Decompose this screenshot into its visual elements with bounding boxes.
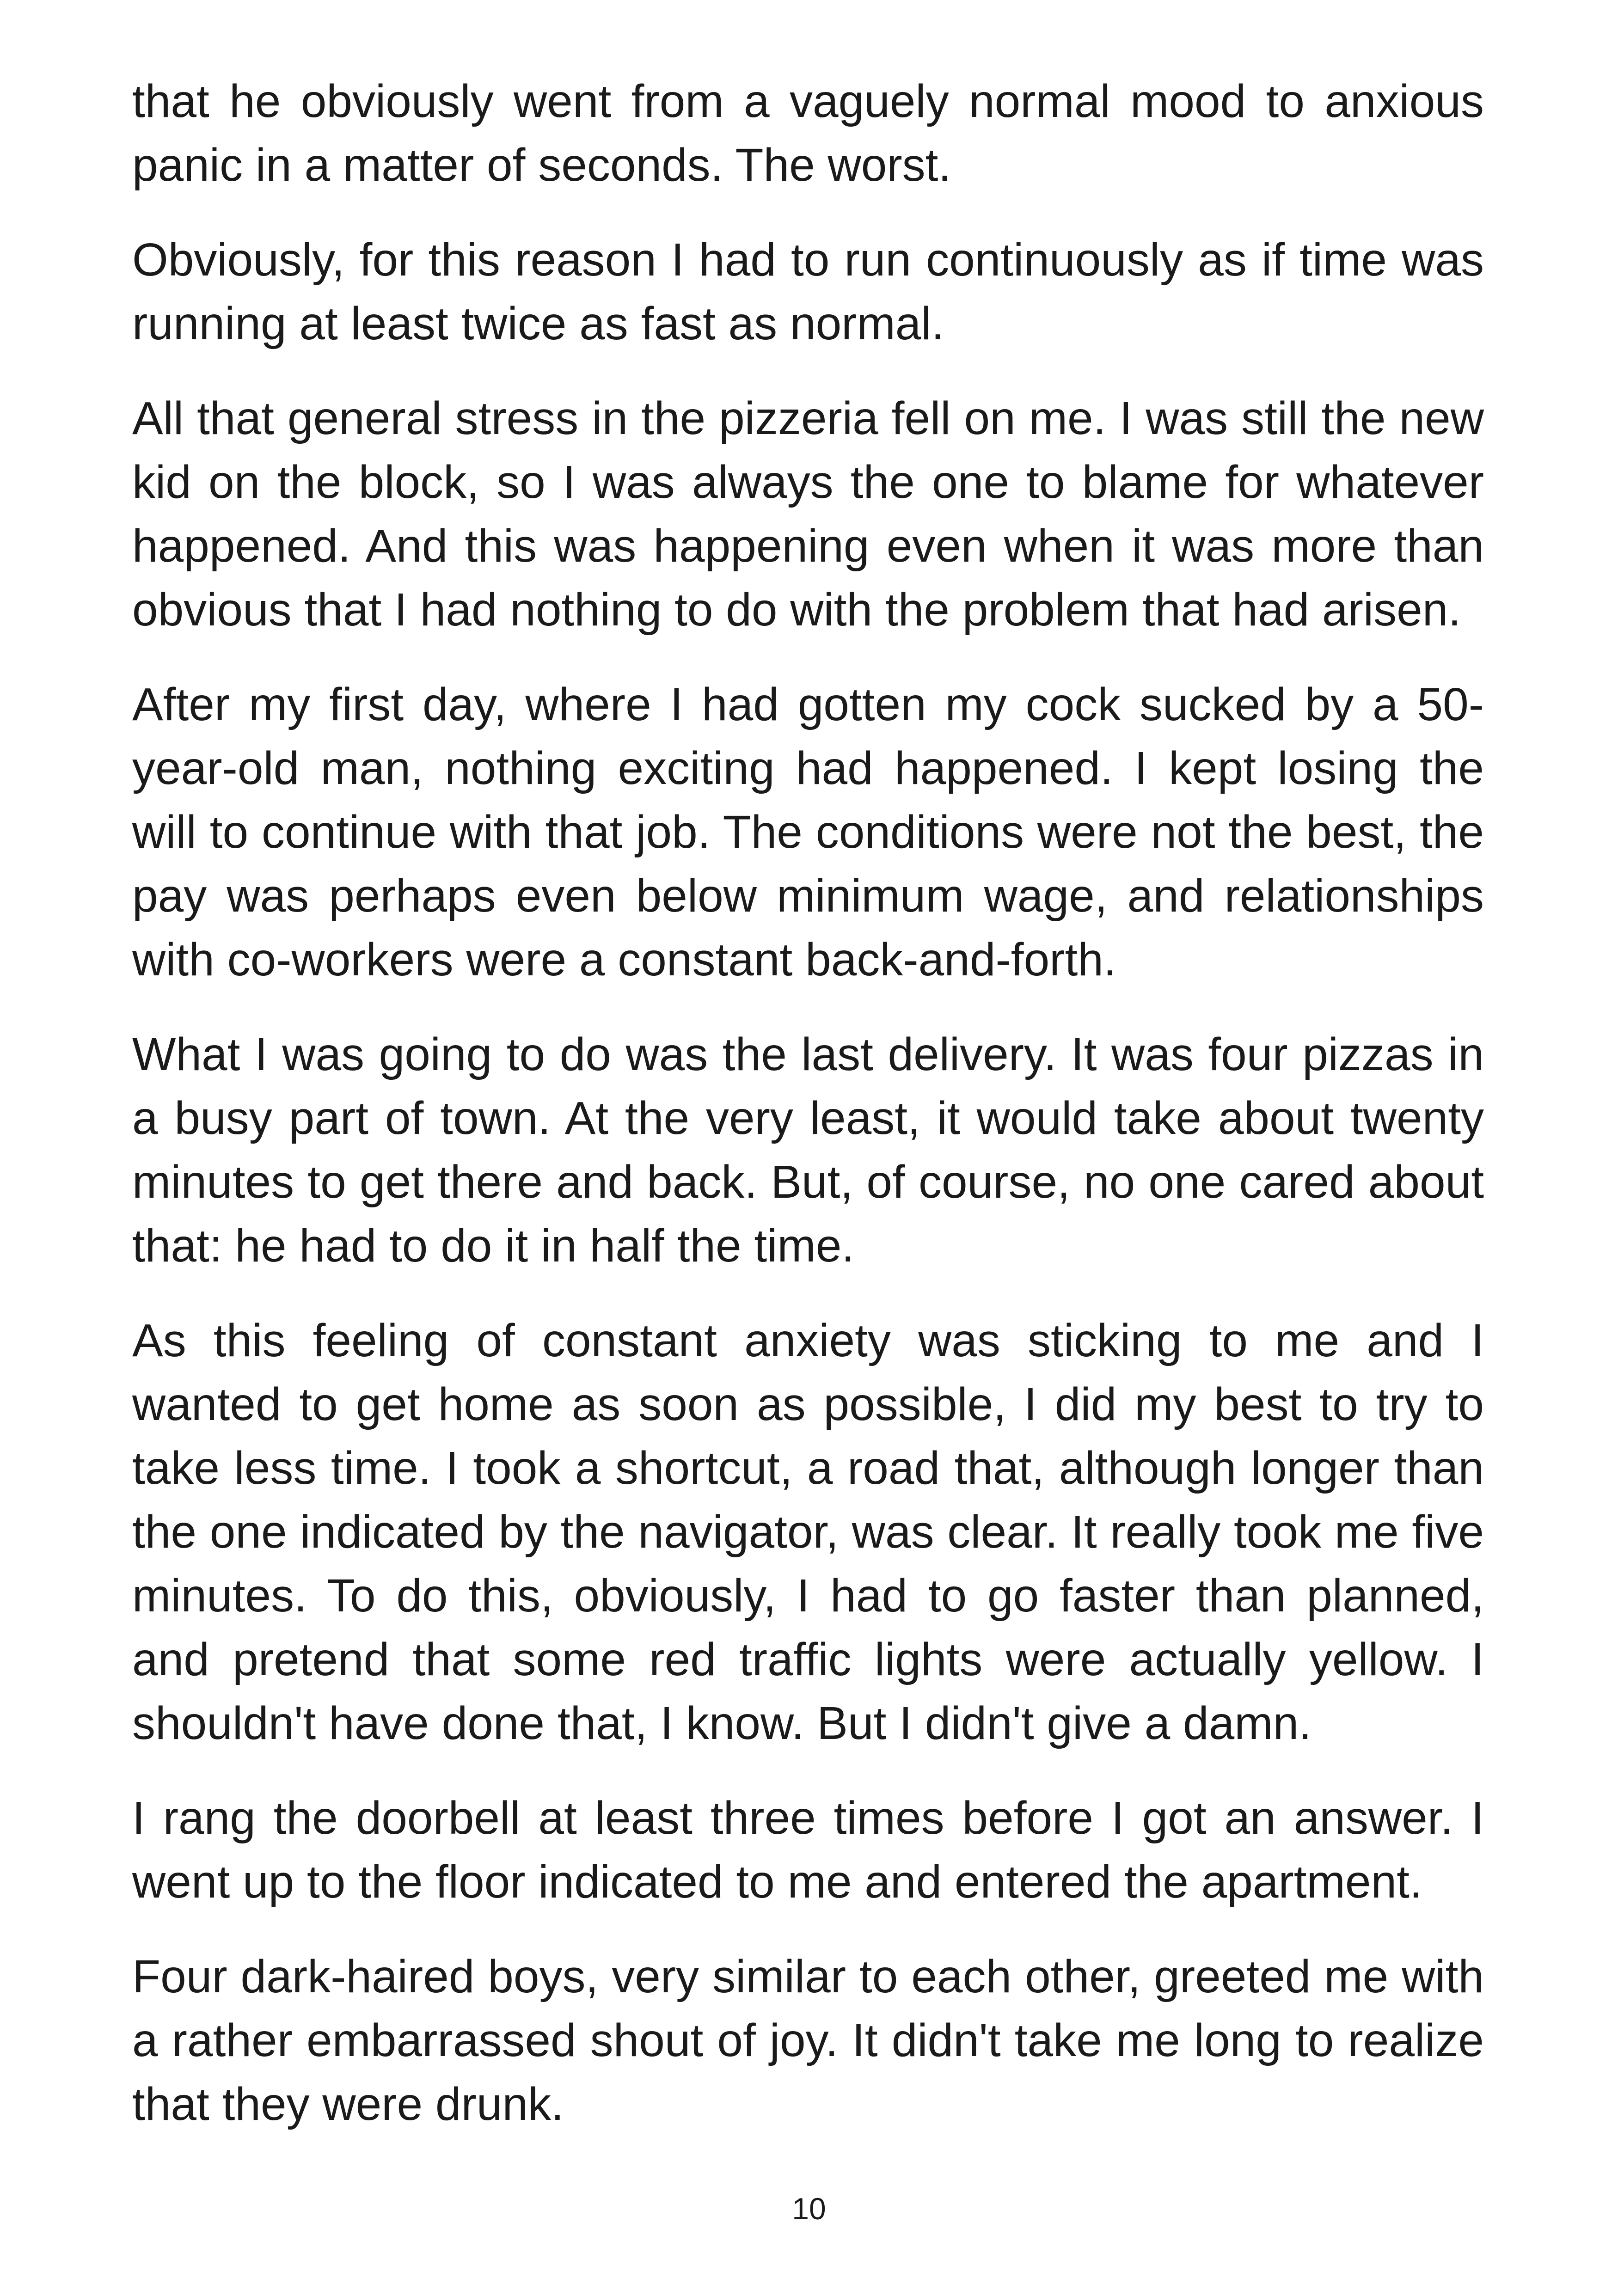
paragraph: Four dark-haired boys, very similar to each other, greeted me with a rather embarrassed shout of joy. It didn't take me long to realize that they were drunk. xyxy=(132,1951,1484,2130)
paragraph: I rang the doorbell at least three times before I got an answer. I went up to the floor indicated to me and entered the apartment. xyxy=(132,1792,1484,1908)
paragraph: that he obviously went from a vaguely normal mood to anxious panic in a matter of seconds. The worst. xyxy=(132,75,1484,191)
paragraph: All that general stress in the pizzeria fell on me. I was still the new kid on the block, so I was always the one to blame for whatever happened. And this was happening even when it was more than obvious that I had nothing to do with the problem that had arisen. xyxy=(132,392,1484,636)
paragraph: What I was going to do was the last delivery. It was four pizzas in a busy part of town. At the very least, it would take about twenty minutes to get there and back. But, of course, no one cared about that: he had to do it in half the time. xyxy=(132,1029,1484,1272)
paragraph: Obviously, for this reason I had to run continuously as if time was running at least twice as fast as normal. xyxy=(132,234,1484,349)
page-number: 10 xyxy=(792,2192,826,2226)
paragraph: After my first day, where I had gotten my cock sucked by a 50-year-old man, nothing exciting had happened. I kept losing the will to continue with that job. The conditions were not the best, the pay was perhaps even below minimum wage, and relationships with co-workers were a constant back-and-forth. xyxy=(132,679,1484,986)
paragraph: As this feeling of constant anxiety was sticking to me and I wanted to get home as soon as possible, I did my best to try to take less time. I took a shortcut, a road that, although longer than the one indicated by the navigator, was clear. It really took me five minutes. To do this, obviously, I had to go faster than planned, and pretend that some red traffic lights were actually yellow. I shouldn't have done that, I know. But I didn't give a damn. xyxy=(132,1315,1484,1749)
body-text xyxy=(132,69,1484,2167)
